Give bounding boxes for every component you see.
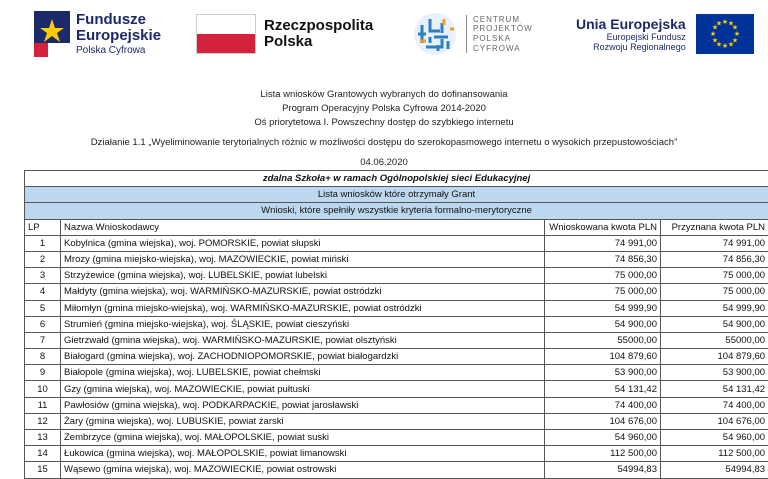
cell-requested: 104 676,00 [545,413,661,429]
cell-requested: 74 400,00 [545,397,661,413]
header-line4: Działanie 1.1 „Wyeliminowanie terytorialnych różnic w możliwości dostępu do szerokopasmowego internetu o wysokich przepustowościach” [0,137,768,148]
cpp-line4: CYFROWA [473,44,533,54]
table-row [25,251,768,267]
cell-lp: 10 [25,381,61,397]
cpp-line2: PROJEKTÓW [473,24,533,34]
col-header-name: Nazwa Wnioskodawcy [61,219,545,235]
cell-lp: 14 [25,446,61,462]
table-band-granted [25,187,768,203]
svg-text:★: ★ [716,20,722,28]
table-row [25,462,768,478]
centrum-projektow-logo [412,8,533,60]
cell-name: Mrozy (gmina miejsko-wiejska), woj. MAZOWIECKIE, powiat miński [61,251,545,267]
cell-granted: 54 900,00 [661,316,768,332]
cell-granted: 55000,00 [661,332,768,348]
cpp-line1: CENTRUM [473,15,533,25]
table-row [25,300,768,316]
cell-granted: 54 999,90 [661,300,768,316]
cell-granted: 104 879,60 [661,349,768,365]
col-header-lp: LP [25,219,61,235]
col-header-requested: Wnioskowana kwota PLN [545,219,661,235]
cell-lp: 8 [25,349,61,365]
cell-requested: 55000,00 [545,332,661,348]
cell-name: Małdyty (gmina wiejska), woj. WARMIŃSKO-MAZURSKIE, powiat ostródzki [61,284,545,300]
cell-lp: 13 [25,430,61,446]
svg-text:★: ★ [712,24,718,32]
band-granted-text: Lista wniosków które otrzymały Grant [25,187,768,203]
cell-name: Kobylnica (gmina wiejska), woj. POMORSKIE, powiat słupski [61,235,545,251]
cell-lp: 4 [25,284,61,300]
svg-text:★: ★ [712,37,718,45]
cell-requested: 112 500,00 [545,446,661,462]
cell-lp: 12 [25,413,61,429]
svg-text:★: ★ [722,42,728,50]
cell-lp: 2 [25,251,61,267]
cell-name: Gzy (gmina wiejska), woj. MAZOWIECKIE, powiat pułtuski [61,381,545,397]
header-line3: Oś priorytetowa I. Powszechny dostęp do szybkiego internetu [0,117,768,128]
table-header-row [25,219,768,235]
table-row [25,365,768,381]
cell-requested: 54 131,42 [545,381,661,397]
cell-requested: 53 900,00 [545,365,661,381]
cell-lp: 6 [25,316,61,332]
ue-line1: Unia Europejska [576,16,686,32]
cell-lp: 9 [25,365,61,381]
table-row [25,235,768,251]
cell-granted: 74 856,30 [661,251,768,267]
fe-line1: Fundusze [76,12,161,28]
table-row [25,397,768,413]
cell-granted: 54 131,42 [661,381,768,397]
cell-granted: 75 000,00 [661,284,768,300]
cell-granted: 104 676,00 [661,413,768,429]
cell-lp: 7 [25,332,61,348]
cell-lp: 3 [25,268,61,284]
rp-line2: Polska [264,34,373,50]
table-row [25,332,768,348]
unia-europejska-logo [576,8,754,60]
band-criteria-text: Wnioski, które spełniły wszystkie kryteria formalno-merytoryczne [25,203,768,219]
cpp-line3: POLSKA [473,34,533,44]
fe-line3: Polska Cyfrowa [76,46,161,57]
cell-name: Strumień (gmina miejsko-wiejska), woj. ŚLĄSKIE, powiat cieszyński [61,316,545,332]
table-row [25,349,768,365]
cell-requested: 54 960,00 [545,430,661,446]
cell-name: Wąsewo (gmina wiejska), woj. MAZOWIECKIE, powiat ostrowski [61,462,545,478]
table-band-criteria [25,203,768,219]
cell-name: Białogard (gmina wiejska), woj. ZACHODNIOPOMORSKIE, powiat białogardzki [61,349,545,365]
cell-lp: 15 [25,462,61,478]
table-row [25,430,768,446]
header-line1: Lista wniosków Grantowych wybranych do dofinansowania [0,89,768,100]
cell-name: Gietrzwałd (gmina wiejska), woj. WARMIŃSKO-MAZURSKIE, powiat olsztyński [61,332,545,348]
table-band-programme [25,171,768,187]
svg-text:★: ★ [734,30,740,38]
cell-name: Miłomłyn (gmina miejsko-wiejska), woj. WARMIŃSKO-MAZURSKIE, powiat ostródzki [61,300,545,316]
fe-star-icon [34,11,70,57]
fundusze-europejskie-logo [34,8,161,60]
logo-bar [0,0,768,75]
header-date: 04.06.2020 [0,157,768,168]
svg-text:★: ★ [728,41,734,49]
cell-name: Żary (gmina wiejska), woj. LUBUSKIE, powiat żarski [61,413,545,429]
rp-line1: Rzeczpospolita [264,18,373,34]
cell-name: Strzyżewice (gmina wiejska), woj. LUBELSKIE, powiat lubelski [61,268,545,284]
cell-requested: 54 999,90 [545,300,661,316]
table-row [25,316,768,332]
polish-flag-icon [196,14,256,54]
cell-granted: 54 960,00 [661,430,768,446]
cell-granted: 53 900,00 [661,365,768,381]
grant-table [24,170,768,479]
cell-name: Łukowica (gmina wiejska), woj. MAŁOPOLSKIE, powiat limanowski [61,446,545,462]
svg-text:★: ★ [710,30,716,38]
cell-granted: 54994,83 [661,462,768,478]
table-row [25,413,768,429]
cell-granted: 112 500,00 [661,446,768,462]
col-header-granted: Przyznana kwota PLN [661,219,768,235]
cell-granted: 74 991,00 [661,235,768,251]
svg-text:★: ★ [728,20,734,28]
cell-lp: 1 [25,235,61,251]
table-row [25,268,768,284]
cell-lp: 11 [25,397,61,413]
cell-requested: 104 879,60 [545,349,661,365]
ue-line3: Rozwoju Regionalnego [576,42,686,52]
table-row [25,381,768,397]
header-line2: Program Operacyjny Polska Cyfrowa 2014-2020 [0,103,768,114]
cell-requested: 75 000,00 [545,284,661,300]
table-row [25,446,768,462]
cell-granted: 74 400,00 [661,397,768,413]
cell-requested: 54 900,00 [545,316,661,332]
cell-name: Białopole (gmina wiejska), woj. LUBELSKIE, powiat chełmski [61,365,545,381]
svg-text:★: ★ [716,41,722,49]
cell-name: Zembrzyce (gmina wiejska), woj. MAŁOPOLSKIE, powiat suski [61,430,545,446]
fe-line2: Europejskie [76,28,161,44]
band-programme-text: zdalna Szkoła+ w ramach Ogólnopolskiej sieci Edukacyjnej [25,171,768,187]
cell-requested: 74 856,30 [545,251,661,267]
ue-line2: Europejski Fundusz [576,32,686,42]
cell-lp: 5 [25,300,61,316]
cell-requested: 74 991,00 [545,235,661,251]
cell-granted: 75 000,00 [661,268,768,284]
svg-text:★: ★ [732,24,738,32]
svg-text:★: ★ [732,37,738,45]
svg-text:★: ★ [722,18,728,26]
rzeczpospolita-polska-logo [196,8,373,60]
eu-flag-icon [696,14,754,54]
cell-name: Pawłosiów (gmina wiejska), woj. PODKARPACKIE, powiat jarosławski [61,397,545,413]
cell-requested: 54994,83 [545,462,661,478]
cpp-maze-icon [412,11,458,57]
cell-requested: 75 000,00 [545,268,661,284]
table-row [25,284,768,300]
